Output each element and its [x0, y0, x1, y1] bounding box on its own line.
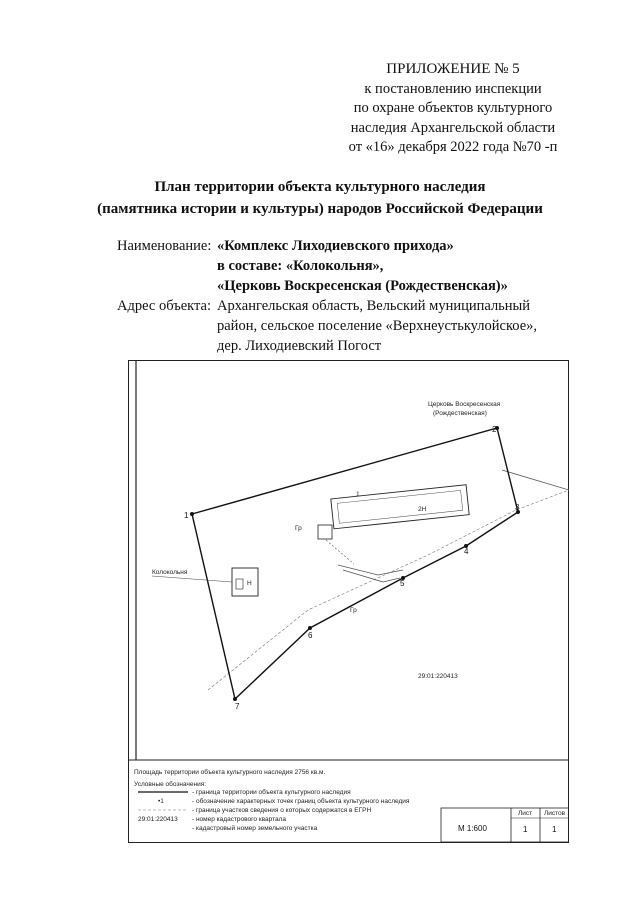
name-line-2: в составе: «Колокольня», [217, 258, 384, 274]
appendix-number: ПРИЛОЖЕНИЕ № 5 [386, 61, 520, 77]
name-label: Наименование: [117, 238, 212, 254]
address-line-1: Архангельская область, Вельский муниципальный [217, 298, 531, 314]
bell-tower-building [232, 568, 258, 596]
point-7-label: 7 [235, 702, 240, 711]
bell-tower-label: Колокольня [152, 569, 188, 576]
title-line-2: (памятника истории и культуры) народов Российской Федерации [97, 201, 543, 217]
sheet-header: Лист [518, 810, 533, 817]
legend-item-2: - обозначение характерных точек границ объекта культурного наследия [192, 798, 410, 805]
name-row [117, 236, 537, 296]
appendix-line-3: по охране объектов культурного [353, 100, 553, 116]
document-title [0, 176, 640, 220]
point-5-label: 5 [400, 579, 405, 588]
name-line-1: «Комплекс Лиходиевского прихода» [217, 238, 454, 254]
object-info [117, 236, 537, 356]
path-line-1 [338, 565, 403, 575]
address-row [117, 296, 537, 356]
cadastral-quarter-label: 29:01:220413 [418, 673, 458, 680]
site-plan [128, 360, 569, 843]
appendix-date-line: от «16» декабря 2022 года №70 -п [348, 139, 558, 155]
heritage-boundary [192, 428, 518, 699]
area-text: Площадь территории объекта культурного наследия 2756 кв.м. [134, 769, 326, 776]
point-6-label: 6 [308, 631, 313, 640]
church-label-1: Церковь Воскресенская [428, 401, 501, 408]
legend-item-3: - граница участков сведения о которых содержатся в ЕГРН [192, 807, 372, 814]
legend-item-5: - кадастровый номер земельного участка [192, 825, 318, 832]
point-2-label: 2 [492, 425, 497, 434]
church-floor-label: 2Н [418, 506, 427, 513]
scale-box [441, 808, 569, 842]
parcel-number: 1 [356, 491, 360, 498]
legend-title: Условные обозначения: [134, 781, 207, 788]
name-line-3: «Церковь Воскресенская (Рождественская)» [217, 278, 508, 294]
name-value [217, 236, 537, 296]
legend-item-1: - граница территории объекта культурного наследия [192, 789, 351, 796]
bell-floor-label: Н [247, 580, 252, 587]
church-building [318, 485, 469, 539]
sheets-count: 1 [552, 825, 557, 834]
site-plan-drawing [128, 360, 569, 843]
gr-label-2: Гр [350, 607, 357, 614]
church-label-2: (Рождественская) [433, 410, 487, 417]
address-line-2: район, сельское поселение «Верхнеустькулойское», [217, 318, 538, 334]
address-value [217, 296, 537, 356]
path-line-3 [326, 540, 354, 564]
legend-symbol-cadastre: 29:01:220413 [138, 816, 178, 823]
bell-leader-line [152, 576, 232, 582]
appendix-line-2: к постановлению инспекции [364, 80, 542, 97]
scale-label: М 1:600 [458, 824, 487, 833]
legend [138, 788, 410, 832]
legend-item-4: - номер кадастрового квартала [192, 816, 287, 823]
point-4-label: 4 [464, 547, 469, 556]
appendix-line-4: наследия Архангельской области [350, 119, 556, 136]
legend-symbol-point: •1 [158, 798, 164, 805]
gr-label-1: Гр [295, 525, 302, 532]
appendix-header [328, 60, 578, 158]
title-line-1: План территории объекта культурного наследия [154, 179, 486, 195]
egrn-boundary-2 [208, 490, 569, 690]
point-3-label: 3 [515, 503, 520, 512]
address-label: Адрес объекта: [117, 298, 211, 314]
sheet-number: 1 [523, 825, 528, 834]
point-1-label: 1 [184, 511, 189, 520]
path-line-2 [343, 570, 400, 582]
address-line-3: дер. Лиходиевский Погост [217, 338, 382, 354]
sheets-header: Листов [544, 810, 566, 817]
